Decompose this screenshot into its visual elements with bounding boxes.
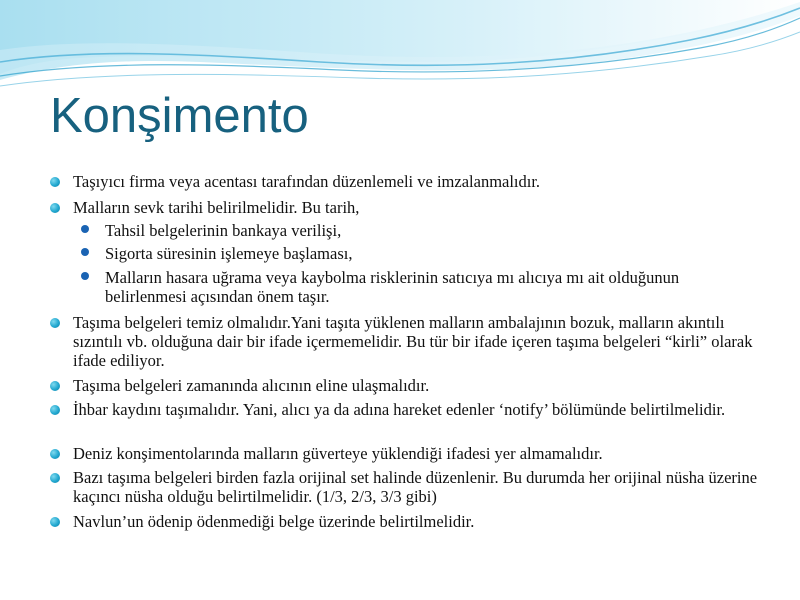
bullet-dot-icon xyxy=(50,318,60,328)
sub-bullet-item: Sigorta süresinin işlemeye başlaması, xyxy=(105,244,755,263)
bullet-item: Taşıma belgeleri temiz olmalıdır.Yani taşıta yüklenen malların ambalajının bozuk, malların akıntılı sızıntılı vb. olduğuna dair bir ifade içermemelidir. Bu tür bir ifade içeren taşıma belgeleri “kirli” olarak ifade ediliyor. xyxy=(73,313,763,370)
slide-title: Konşimento xyxy=(50,89,309,143)
header-wave-decoration xyxy=(0,0,800,95)
sub-bullet-dot-icon xyxy=(81,248,89,256)
sub-bullet-dot-icon xyxy=(81,272,89,280)
bullet-dot-icon xyxy=(50,473,60,483)
bullet-dot-icon xyxy=(50,405,60,415)
bullet-item: Deniz konşimentolarında malların güverteye yüklendiği ifadesi yer almamalıdır. xyxy=(73,444,763,463)
sub-bullet-item: Tahsil belgelerinin bankaya verilişi, xyxy=(105,221,755,240)
bullet-item: Bazı taşıma belgeleri birden fazla orijinal set halinde düzenlenir. Bu durumda her orijinal nüsha üzerine kaçıncı nüsha olduğu belirtilmelidir. (1/3, 2/3, 3/3 gibi) xyxy=(73,468,763,506)
bullet-item: İhbar kaydını taşımalıdır. Yani, alıcı ya da adına hareket edenler ‘notify’ bölümünde belirtilmelidir. xyxy=(73,400,763,419)
bullet-item: Taşıyıcı firma veya acentası tarafından düzenlemeli ve imzalanmalıdır. xyxy=(73,172,763,191)
bullet-dot-icon xyxy=(50,177,60,187)
bullet-dot-icon xyxy=(50,381,60,391)
bullet-dot-icon xyxy=(50,449,60,459)
sub-bullet-item: Malların hasara uğrama veya kaybolma risklerinin satıcıya mı alıcıya mı ait olduğunun belirlenmesi açısından önem taşır. xyxy=(105,268,755,306)
bullet-dot-icon xyxy=(50,517,60,527)
bullet-item: Taşıma belgeleri zamanında alıcının eline ulaşmalıdır. xyxy=(73,376,763,395)
bullet-item: Navlun’un ödenip ödenmediği belge üzerinde belirtilmelidir. xyxy=(73,512,763,531)
sub-bullet-dot-icon xyxy=(81,225,89,233)
bullet-item: Malların sevk tarihi belirilmelidir. Bu tarih, xyxy=(73,198,763,217)
bullet-dot-icon xyxy=(50,203,60,213)
